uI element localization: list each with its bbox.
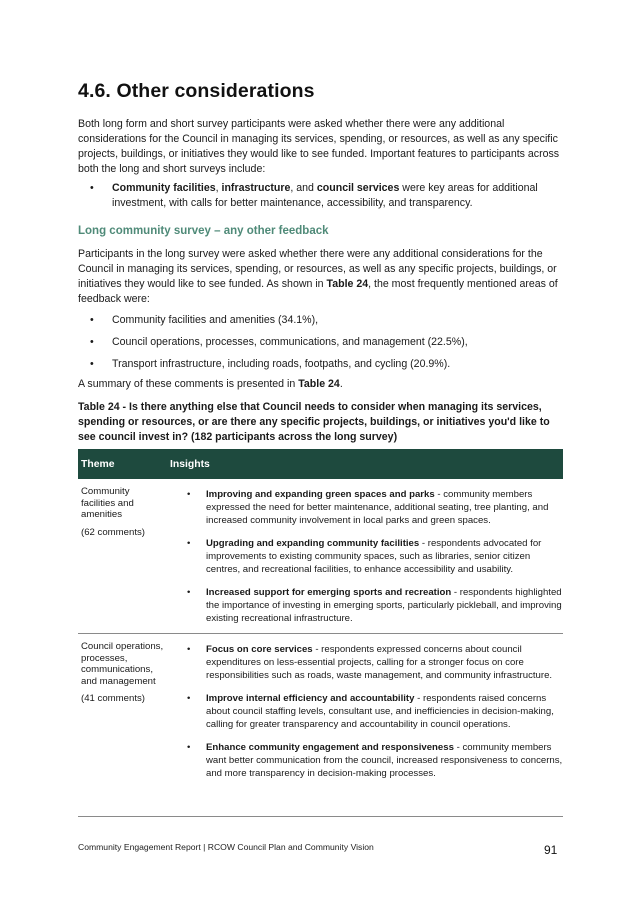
- page-number: 91: [544, 843, 558, 857]
- insight-item: • Upgrading and expanding community facilities - respondents advocated for improvements to existing community spaces, such as libraries, senior citizen centres, and recreational facilities, to enhance accessibility and usability.: [187, 538, 542, 575]
- comment-count: (62 comments): [81, 526, 145, 538]
- insights-cell: [170, 634, 563, 816]
- insight-item: • Focus on core services - respondents expressed concerns about council expenditures on less-essential projects, calling for a stronger focus on core responsibilities such as roads, waste management, and community infrastructure.: [187, 644, 553, 681]
- bullet-icon: •: [90, 358, 94, 370]
- insight-item: • Improve internal efficiency and accountability - respondents raised concerns about council staffing levels, consultant use, and inefficiencies in decision-making, calling for greater transparency and accountability in council operations.: [187, 693, 554, 730]
- list-item: • Transport infrastructure, including roads, footpaths, and cycling (20.9%).: [90, 358, 451, 370]
- table-reference: Table 24: [326, 278, 369, 290]
- theme-cell: Community facilities and amenities (62 comments): [78, 479, 170, 633]
- insight-item: • Increased support for emerging sports and recreation - respondents highlighted the importance of investing in emerging sports, particularly pickleball, and improving existing recreational infrastructure.: [187, 587, 562, 624]
- table-caption: Table 24 - Is there anything else that Council needs to consider when managing its services, spending or resources, or are there any specific projects, buildings, or initiatives you'd like to see council invest in? (182 participants across the long survey): [78, 401, 550, 443]
- bullet-icon: •: [90, 314, 94, 326]
- column-header-insights: Insights: [170, 458, 210, 470]
- table-header: [78, 449, 563, 479]
- bullet-icon: •: [187, 538, 191, 549]
- intro-paragraph: Both long form and short survey participants were asked whether there were any additional considerations for the Council in managing its services, spending, or resources, as well as any specific projects, buildings, or initiatives they would like to see funded. Important features to participants across both the long and short surveys include:: [78, 118, 560, 175]
- insights-table: [78, 449, 563, 817]
- subsection-heading: Long community survey – any other feedback: [78, 225, 329, 237]
- list-item: • Community facilities, infrastructure, and council services were key areas for additional investment, with calls for better maintenance, accessibility, and transparency.: [90, 182, 538, 209]
- section-heading: 4.6. Other considerations: [78, 80, 315, 102]
- key-features-list: [78, 181, 563, 211]
- column-header-theme: Theme: [81, 458, 115, 470]
- comment-count: (41 comments): [81, 693, 145, 704]
- list-item: • Council operations, processes, communications, and management (22.5%),: [90, 336, 468, 348]
- bullet-icon: •: [187, 742, 191, 753]
- feedback-areas-list: [78, 313, 563, 379]
- list-item: • Community facilities and amenities (34.1%),: [90, 314, 319, 326]
- bullet-icon: •: [90, 182, 94, 194]
- bullet-icon: •: [90, 336, 94, 348]
- theme-cell: Council operations, processes, communications, and management (41 comments): [78, 634, 170, 816]
- table-row: [78, 634, 563, 817]
- bullet-icon: •: [187, 693, 191, 704]
- bullet-icon: •: [187, 489, 191, 500]
- long-survey-paragraph: Participants in the long survey were asked whether there were any additional considerations for the Council in managing its services, spending, or resources, as well as any specific projects, buildings, or initiatives they would like to see funded. As shown in Table 24, the most frequently mentioned areas of feedback were:: [78, 248, 558, 305]
- insight-item: • Improving and expanding green spaces and parks - community members expressed the need for better maintenance, additional seating, tree planting, and increased community involvement in local parks and green spaces.: [187, 489, 549, 526]
- page-footer: Community Engagement Report | RCOW Council Plan and Community Vision: [78, 842, 374, 852]
- summary-paragraph: A summary of these comments is presented in Table 24.: [78, 378, 343, 390]
- table-reference: Table 24: [298, 378, 340, 390]
- insights-cell: [170, 479, 563, 633]
- insight-item: • Enhance community engagement and responsiveness - community members want better communication from the council, increased responsiveness to concerns, and more transparency in decision-making processes.: [187, 742, 563, 779]
- bullet-icon: •: [187, 587, 191, 598]
- bullet-icon: •: [187, 644, 191, 655]
- table-row: [78, 479, 563, 634]
